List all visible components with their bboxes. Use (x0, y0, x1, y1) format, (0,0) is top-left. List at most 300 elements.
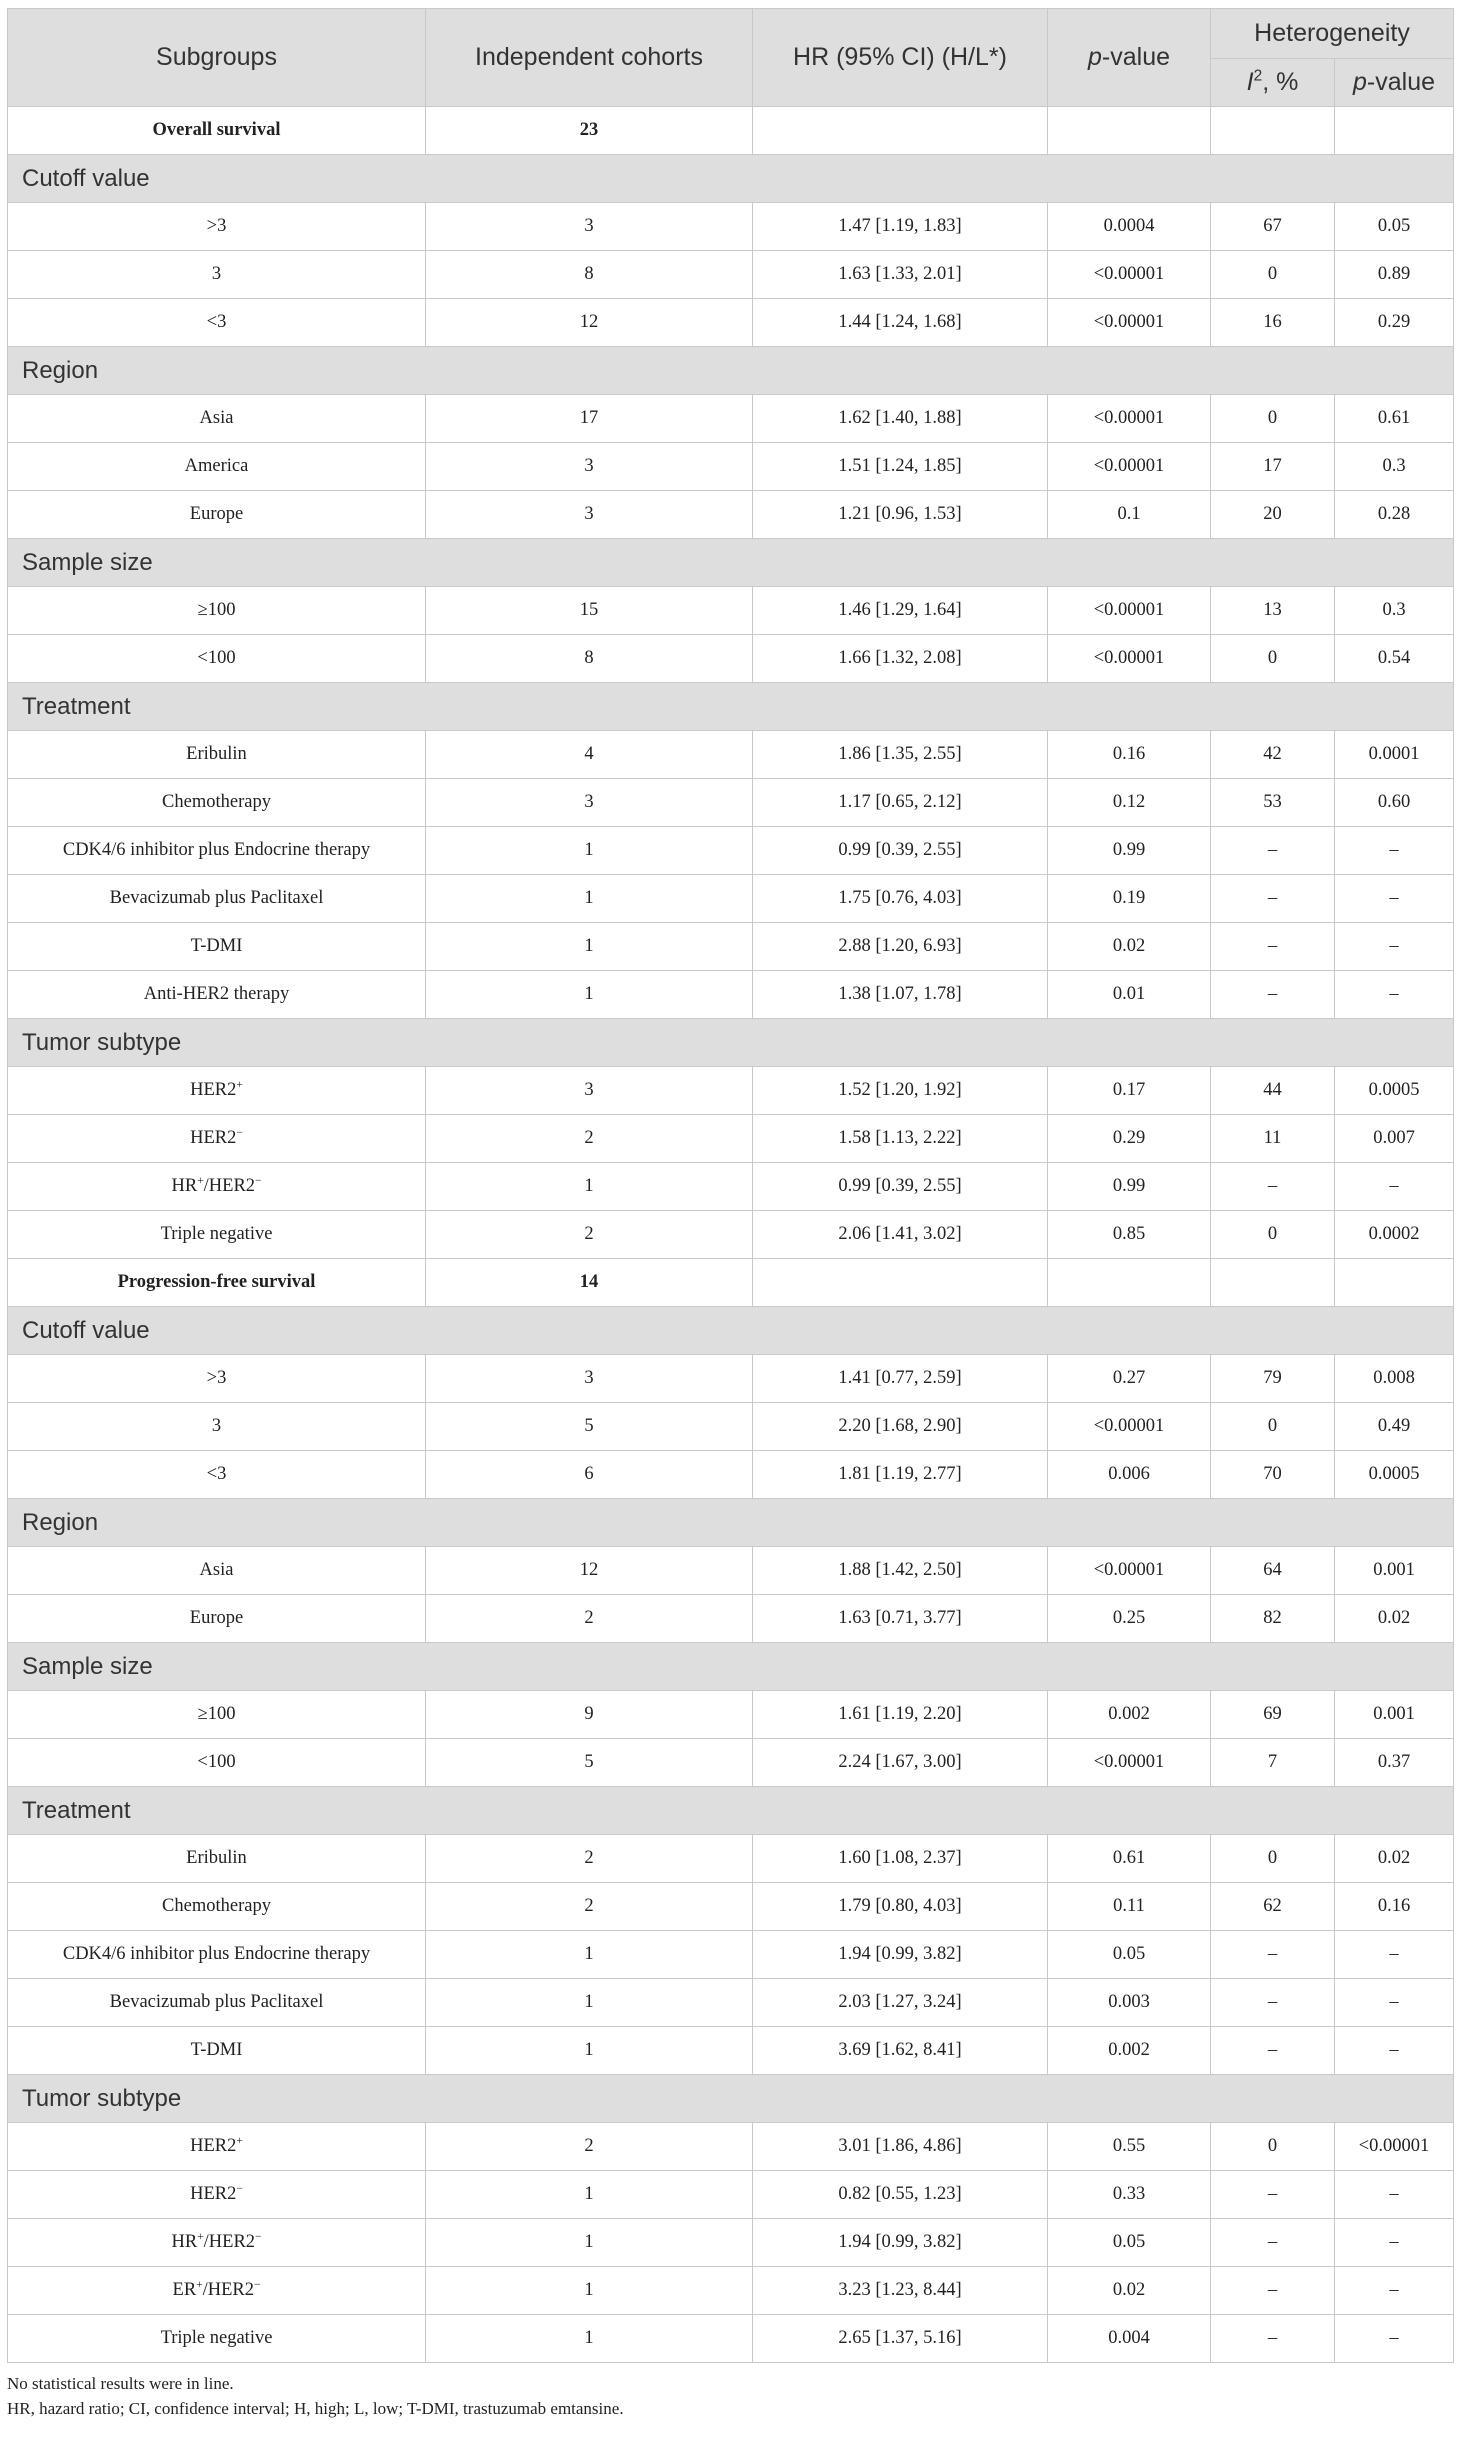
heterogeneity-p-cell: – (1335, 971, 1454, 1019)
cohorts-cell: 2 (426, 1595, 753, 1643)
table-row (8, 1931, 1454, 1979)
group-label: Cutoff value (8, 1307, 1454, 1355)
hazard-ratio-cell: 1.21 [0.96, 1.53] (753, 491, 1048, 539)
p-value-cell: 0.002 (1048, 2027, 1211, 2075)
header-p-value (1048, 9, 1211, 107)
hazard-ratio-cell: 1.79 [0.80, 4.03] (753, 1883, 1048, 1931)
hazard-ratio-cell: 1.86 [1.35, 2.55] (753, 731, 1048, 779)
hazard-ratio-cell: 2.06 [1.41, 3.02] (753, 1211, 1048, 1259)
hazard-ratio-cell: 1.63 [1.33, 2.01] (753, 251, 1048, 299)
table-row (8, 1115, 1454, 1163)
i2-cell: 69 (1211, 1691, 1335, 1739)
footnote-line: No statistical results were in line. (7, 2374, 234, 2393)
heterogeneity-p-cell: 0.16 (1335, 1883, 1454, 1931)
group-header-row (8, 1307, 1454, 1355)
subgroup-cell (8, 587, 426, 635)
hazard-ratio-cell: 0.99 [0.39, 2.55] (753, 1163, 1048, 1211)
table-row (8, 1979, 1454, 2027)
table-row (8, 1211, 1454, 1259)
group-header-row (8, 1019, 1454, 1067)
subgroup-cell (8, 1595, 426, 1643)
subgroup-cell (8, 1163, 426, 1211)
heterogeneity-p-cell: – (1335, 1931, 1454, 1979)
section-cohorts: 14 (426, 1259, 753, 1307)
empty-cell (1335, 1259, 1454, 1307)
table-row (8, 1595, 1454, 1643)
table-row (8, 587, 1454, 635)
i2-cell: – (1211, 1979, 1335, 2027)
table-row (8, 875, 1454, 923)
subgroup-label: Bevacizumab plus Paclitaxel (109, 1992, 324, 2012)
header-het-p-italic: p (1353, 68, 1367, 96)
hazard-ratio-cell: 2.03 [1.27, 3.24] (753, 1979, 1048, 2027)
cohorts-cell: 1 (426, 2315, 753, 2363)
i2-cell: 64 (1211, 1547, 1335, 1595)
p-value-cell: 0.55 (1048, 2123, 1211, 2171)
heterogeneity-p-cell: 0.49 (1335, 1403, 1454, 1451)
i2-cell: 0 (1211, 1403, 1335, 1451)
footnotes (7, 2371, 1453, 2421)
p-value-cell: <0.00001 (1048, 251, 1211, 299)
table-row (8, 1163, 1454, 1211)
subgroup-label: <100 (197, 1752, 236, 1772)
i2-cell: – (1211, 1163, 1335, 1211)
empty-cell (1048, 1259, 1211, 1307)
hazard-ratio-cell: 1.38 [1.07, 1.78] (753, 971, 1048, 1019)
cohorts-cell: 1 (426, 1931, 753, 1979)
i2-cell: – (1211, 2219, 1335, 2267)
i2-cell: 70 (1211, 1451, 1335, 1499)
cohorts-cell: 12 (426, 1547, 753, 1595)
subgroup-cell (8, 1403, 426, 1451)
heterogeneity-p-cell: 0.0002 (1335, 1211, 1454, 1259)
hazard-ratio-cell: 1.41 [0.77, 2.59] (753, 1355, 1048, 1403)
table-row (8, 2171, 1454, 2219)
subgroup-label: Triple negative (160, 2328, 273, 2348)
subgroup-label-sup: + (236, 2134, 243, 2147)
table-row (8, 1451, 1454, 1499)
hazard-ratio-cell: 1.66 [1.32, 2.08] (753, 635, 1048, 683)
hazard-ratio-cell: 1.44 [1.24, 1.68] (753, 299, 1048, 347)
heterogeneity-p-cell: – (1335, 923, 1454, 971)
group-header-row (8, 155, 1454, 203)
subgroup-label: Anti-HER2 therapy (143, 984, 290, 1004)
empty-cell (1211, 1259, 1335, 1307)
cohorts-cell: 1 (426, 2267, 753, 2315)
subgroup-cell (8, 2027, 426, 2075)
subgroup-label: Eribulin (186, 744, 247, 764)
subgroup-label: HER2 (190, 1080, 237, 1100)
cohorts-cell: 3 (426, 443, 753, 491)
subgroup-label: <100 (197, 648, 236, 668)
table-row (8, 251, 1454, 299)
header-independent-cohorts: Independent cohorts (426, 9, 753, 107)
subgroup-cell (8, 827, 426, 875)
hazard-ratio-cell: 3.01 [1.86, 4.86] (753, 2123, 1048, 2171)
subgroup-label-sup2: − (255, 1174, 262, 1187)
hazard-ratio-cell: 0.99 [0.39, 2.55] (753, 827, 1048, 875)
cohorts-cell: 3 (426, 203, 753, 251)
heterogeneity-p-cell: 0.001 (1335, 1691, 1454, 1739)
i2-cell: 7 (1211, 1739, 1335, 1787)
i2-cell: 67 (1211, 203, 1335, 251)
heterogeneity-p-cell: 0.0005 (1335, 1067, 1454, 1115)
subgroup-label: ≥100 (197, 600, 236, 620)
subgroup-cell (8, 395, 426, 443)
cohorts-cell: 8 (426, 251, 753, 299)
cohorts-cell: 17 (426, 395, 753, 443)
p-value-cell: 0.19 (1048, 875, 1211, 923)
group-label: Region (8, 1499, 1454, 1547)
subgroup-cell (8, 2315, 426, 2363)
subgroup-analysis-table (7, 8, 1454, 2363)
cohorts-cell: 1 (426, 923, 753, 971)
table-row (8, 635, 1454, 683)
subgroup-label: HR (171, 2232, 198, 2252)
heterogeneity-p-cell: 0.60 (1335, 779, 1454, 827)
group-label: Treatment (8, 683, 1454, 731)
hazard-ratio-cell: 1.51 [1.24, 1.85] (753, 443, 1048, 491)
p-value-cell: 0.05 (1048, 1931, 1211, 1979)
cohorts-cell: 3 (426, 1355, 753, 1403)
i2-cell: – (1211, 2171, 1335, 2219)
group-label: Sample size (8, 1643, 1454, 1691)
subgroup-label: HER2 (190, 2136, 237, 2156)
subgroup-label: 3 (211, 1416, 222, 1436)
cohorts-cell: 5 (426, 1403, 753, 1451)
table-row (8, 203, 1454, 251)
i2-cell: 20 (1211, 491, 1335, 539)
subgroup-cell (8, 1547, 426, 1595)
p-value-cell: 0.61 (1048, 1835, 1211, 1883)
cohorts-cell: 2 (426, 2123, 753, 2171)
group-header-row (8, 1643, 1454, 1691)
i2-cell: 0 (1211, 2123, 1335, 2171)
subgroup-cell (8, 875, 426, 923)
table-row (8, 779, 1454, 827)
subgroup-label: HER2 (190, 1128, 237, 1148)
hazard-ratio-cell: 1.75 [0.76, 4.03] (753, 875, 1048, 923)
subgroup-label: ≥100 (197, 1704, 236, 1724)
cohorts-cell: 12 (426, 299, 753, 347)
cohorts-cell: 3 (426, 779, 753, 827)
subgroup-label: <3 (206, 312, 227, 332)
hazard-ratio-cell: 1.52 [1.20, 1.92] (753, 1067, 1048, 1115)
group-header-row (8, 683, 1454, 731)
subgroup-cell (8, 1211, 426, 1259)
cohorts-cell: 6 (426, 1451, 753, 1499)
header-het-p-rest: -value (1366, 68, 1435, 96)
i2-cell: 0 (1211, 1211, 1335, 1259)
subgroup-label: Asia (199, 1560, 234, 1580)
p-value-cell: <0.00001 (1048, 1739, 1211, 1787)
group-label: Tumor subtype (8, 2075, 1454, 2123)
subgroup-cell (8, 2123, 426, 2171)
i2-cell: 82 (1211, 1595, 1335, 1643)
i2-cell: – (1211, 875, 1335, 923)
subgroup-label-sup: + (197, 1174, 204, 1187)
hazard-ratio-cell: 1.94 [0.99, 3.82] (753, 2219, 1048, 2267)
heterogeneity-p-cell: 0.3 (1335, 443, 1454, 491)
p-value-cell: 0.002 (1048, 1691, 1211, 1739)
subgroup-cell (8, 1883, 426, 1931)
subgroup-cell (8, 731, 426, 779)
subgroup-cell (8, 923, 426, 971)
cohorts-cell: 2 (426, 1115, 753, 1163)
cohorts-cell: 2 (426, 1211, 753, 1259)
cohorts-cell: 1 (426, 2027, 753, 2075)
i2-cell: 62 (1211, 1883, 1335, 1931)
cohorts-cell: 1 (426, 2171, 753, 2219)
header-i2-letter: I (1246, 68, 1254, 96)
hazard-ratio-cell: 1.62 [1.40, 1.88] (753, 395, 1048, 443)
group-label: Tumor subtype (8, 1019, 1454, 1067)
group-header-row (8, 347, 1454, 395)
header-i2-sup: 2 (1253, 67, 1263, 85)
subgroup-label-sup: + (236, 1078, 243, 1091)
p-value-cell: <0.00001 (1048, 395, 1211, 443)
heterogeneity-p-cell: 0.0001 (1335, 731, 1454, 779)
cohorts-cell: 1 (426, 1163, 753, 1211)
subgroup-cell (8, 1067, 426, 1115)
subgroup-label: <3 (206, 1464, 227, 1484)
i2-cell: 0 (1211, 395, 1335, 443)
subgroup-cell (8, 2171, 426, 2219)
table-row (8, 2267, 1454, 2315)
cohorts-cell: 5 (426, 1739, 753, 1787)
subgroup-cell (8, 443, 426, 491)
subgroup-cell (8, 1451, 426, 1499)
p-value-cell: 0.29 (1048, 1115, 1211, 1163)
cohorts-cell: 3 (426, 1067, 753, 1115)
i2-cell: 0 (1211, 251, 1335, 299)
heterogeneity-p-cell: – (1335, 2315, 1454, 2363)
footnote-line: HR, hazard ratio; CI, confidence interval; H, high; L, low; T-DMI, trastuzumab emtansine. (7, 2399, 624, 2418)
subgroup-label: CDK4/6 inhibitor plus Endocrine therapy (62, 1944, 371, 1964)
p-value-cell: <0.00001 (1048, 587, 1211, 635)
heterogeneity-p-cell: 0.3 (1335, 587, 1454, 635)
subgroup-label: >3 (206, 216, 227, 236)
p-value-cell: <0.00001 (1048, 443, 1211, 491)
table-row (8, 2027, 1454, 2075)
hazard-ratio-cell: 1.61 [1.19, 2.20] (753, 1691, 1048, 1739)
cohorts-cell: 4 (426, 731, 753, 779)
subgroup-cell (8, 1115, 426, 1163)
subgroup-label-mid: /HER2 (203, 1176, 256, 1196)
cohorts-cell: 9 (426, 1691, 753, 1739)
group-header-row (8, 539, 1454, 587)
p-value-cell: 0.003 (1048, 1979, 1211, 2027)
cohorts-cell: 2 (426, 1835, 753, 1883)
subgroup-cell (8, 1979, 426, 2027)
subgroup-label: T-DMI (190, 936, 243, 956)
cohorts-cell: 1 (426, 827, 753, 875)
i2-cell: – (1211, 827, 1335, 875)
subgroup-label: 3 (211, 264, 222, 284)
cohorts-cell: 1 (426, 875, 753, 923)
i2-cell: 16 (1211, 299, 1335, 347)
i2-cell: 17 (1211, 443, 1335, 491)
subgroup-label-sup: + (197, 2230, 204, 2243)
i2-cell: – (1211, 2027, 1335, 2075)
table-row (8, 971, 1454, 1019)
table-row (8, 827, 1454, 875)
subgroup-label: >3 (206, 1368, 227, 1388)
subgroup-cell (8, 2267, 426, 2315)
cohorts-cell: 15 (426, 587, 753, 635)
hazard-ratio-cell: 2.65 [1.37, 5.16] (753, 2315, 1048, 2363)
subgroup-cell (8, 1931, 426, 1979)
heterogeneity-p-cell: – (1335, 2171, 1454, 2219)
heterogeneity-p-cell: 0.008 (1335, 1355, 1454, 1403)
subgroup-cell (8, 203, 426, 251)
i2-cell: 11 (1211, 1115, 1335, 1163)
p-value-cell: 0.05 (1048, 2219, 1211, 2267)
p-value-cell: 0.004 (1048, 2315, 1211, 2363)
hazard-ratio-cell: 1.46 [1.29, 1.64] (753, 587, 1048, 635)
hazard-ratio-cell: 2.20 [1.68, 2.90] (753, 1403, 1048, 1451)
i2-cell: 79 (1211, 1355, 1335, 1403)
table-row (8, 2123, 1454, 2171)
subgroup-label: Chemotherapy (162, 792, 271, 812)
section-cohorts: 23 (426, 107, 753, 155)
i2-cell: – (1211, 923, 1335, 971)
p-value-cell: 0.0004 (1048, 203, 1211, 251)
cohorts-cell: 1 (426, 2219, 753, 2267)
table-row (8, 2219, 1454, 2267)
subgroup-label: T-DMI (190, 2040, 243, 2060)
p-value-cell: 0.12 (1048, 779, 1211, 827)
section-label: Progression-free survival (8, 1259, 426, 1307)
subgroup-cell (8, 779, 426, 827)
subgroup-cell (8, 1355, 426, 1403)
hazard-ratio-cell: 1.94 [0.99, 3.82] (753, 1931, 1048, 1979)
empty-cell (1211, 107, 1335, 155)
table-row (8, 1835, 1454, 1883)
subgroup-label: CDK4/6 inhibitor plus Endocrine therapy (62, 840, 371, 860)
p-value-cell: <0.00001 (1048, 1547, 1211, 1595)
table-header (8, 9, 1454, 107)
p-value-cell: 0.02 (1048, 923, 1211, 971)
table-row (8, 491, 1454, 539)
subgroup-cell (8, 491, 426, 539)
subgroup-cell (8, 1691, 426, 1739)
empty-cell (753, 107, 1048, 155)
hazard-ratio-cell: 2.88 [1.20, 6.93] (753, 923, 1048, 971)
group-label: Sample size (8, 539, 1454, 587)
table-row (8, 299, 1454, 347)
heterogeneity-p-cell: 0.0005 (1335, 1451, 1454, 1499)
table-row (8, 1739, 1454, 1787)
heterogeneity-p-cell: – (1335, 2267, 1454, 2315)
p-value-cell: 0.006 (1048, 1451, 1211, 1499)
heterogeneity-p-cell: 0.61 (1335, 395, 1454, 443)
empty-cell (1048, 107, 1211, 155)
hazard-ratio-cell: 1.63 [0.71, 3.77] (753, 1595, 1048, 1643)
i2-cell: – (1211, 2315, 1335, 2363)
hazard-ratio-cell: 1.81 [1.19, 2.77] (753, 1451, 1048, 1499)
heterogeneity-p-cell: 0.001 (1335, 1547, 1454, 1595)
heterogeneity-p-cell: 0.05 (1335, 203, 1454, 251)
p-value-cell: 0.1 (1048, 491, 1211, 539)
p-value-cell: 0.11 (1048, 1883, 1211, 1931)
subgroup-label: Eribulin (186, 1848, 247, 1868)
heterogeneity-p-cell: 0.02 (1335, 1595, 1454, 1643)
table-row (8, 731, 1454, 779)
cohorts-cell: 2 (426, 1883, 753, 1931)
subgroup-cell (8, 1739, 426, 1787)
i2-cell: 13 (1211, 587, 1335, 635)
hazard-ratio-cell: 2.24 [1.67, 3.00] (753, 1739, 1048, 1787)
i2-cell: 42 (1211, 731, 1335, 779)
header-subgroups: Subgroups (8, 9, 426, 107)
table-body (8, 107, 1454, 2363)
hazard-ratio-cell: 3.69 [1.62, 8.41] (753, 2027, 1048, 2075)
table-row (8, 2315, 1454, 2363)
p-value-cell: 0.25 (1048, 1595, 1211, 1643)
i2-cell: 44 (1211, 1067, 1335, 1115)
cohorts-cell: 1 (426, 971, 753, 1019)
table-row (8, 1547, 1454, 1595)
cohorts-cell: 1 (426, 1979, 753, 2027)
i2-cell: 0 (1211, 1835, 1335, 1883)
subgroup-label: Triple negative (160, 1224, 273, 1244)
hazard-ratio-cell: 1.88 [1.42, 2.50] (753, 1547, 1048, 1595)
subgroup-label: Asia (199, 408, 234, 428)
subgroup-label: HR (171, 1176, 198, 1196)
group-header-row (8, 2075, 1454, 2123)
subgroup-label-mid: /HER2 (203, 2232, 256, 2252)
hazard-ratio-cell: 1.47 [1.19, 1.83] (753, 203, 1048, 251)
table-row (8, 1067, 1454, 1115)
subgroup-label: HER2 (190, 2184, 237, 2204)
cohorts-cell: 3 (426, 491, 753, 539)
subgroup-label-sup2: − (254, 2278, 261, 2291)
heterogeneity-p-cell: – (1335, 875, 1454, 923)
i2-cell: – (1211, 2267, 1335, 2315)
hazard-ratio-cell: 1.17 [0.65, 2.12] (753, 779, 1048, 827)
cohorts-cell: 8 (426, 635, 753, 683)
section-row (8, 1259, 1454, 1307)
p-value-cell: 0.17 (1048, 1067, 1211, 1115)
i2-cell: 0 (1211, 635, 1335, 683)
header-i2 (1211, 59, 1335, 107)
subgroup-cell (8, 299, 426, 347)
heterogeneity-p-cell: 0.28 (1335, 491, 1454, 539)
heterogeneity-p-cell: 0.89 (1335, 251, 1454, 299)
p-value-cell: <0.00001 (1048, 299, 1211, 347)
heterogeneity-p-cell: – (1335, 827, 1454, 875)
heterogeneity-p-cell: 0.54 (1335, 635, 1454, 683)
hazard-ratio-cell: 1.58 [1.13, 2.22] (753, 1115, 1048, 1163)
p-value-cell: 0.02 (1048, 2267, 1211, 2315)
i2-cell: 53 (1211, 779, 1335, 827)
table-row (8, 923, 1454, 971)
header-i2-rest: , % (1262, 68, 1299, 96)
header-hazard-ratio: HR (95% CI) (H/L*) (753, 9, 1048, 107)
subgroup-label-sup2: − (255, 2230, 262, 2243)
header-p-value-rest: -value (1101, 43, 1170, 71)
group-label: Cutoff value (8, 155, 1454, 203)
table-row (8, 1355, 1454, 1403)
subgroup-label: Chemotherapy (162, 1896, 271, 1916)
p-value-cell: 0.27 (1048, 1355, 1211, 1403)
subgroup-label: ER (172, 2280, 197, 2300)
header-heterogeneity: Heterogeneity (1211, 9, 1454, 59)
p-value-cell: 0.99 (1048, 1163, 1211, 1211)
subgroup-cell (8, 971, 426, 1019)
p-value-cell: 0.85 (1048, 1211, 1211, 1259)
